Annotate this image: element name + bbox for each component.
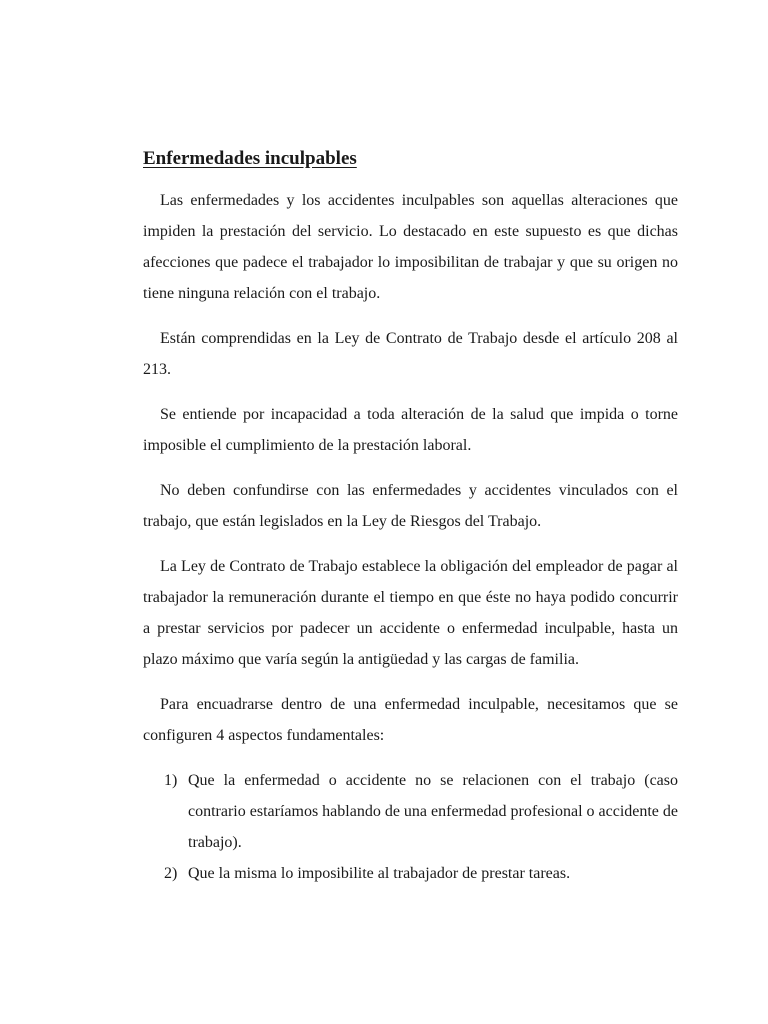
paragraph-requirements-intro: Para encuadrarse dentro de una enfermedad inculpable, necesitamos que se configuren 4 aspectos fundamentales: <box>143 696 678 744</box>
paragraph-distinction: No deben confundirse con las enfermedades y accidentes vinculados con el trabajo, que están legislados en la Ley de Riesgos del Trabajo. <box>143 482 678 530</box>
paragraph-definition: Las enfermedades y los accidentes inculpables son aquellas alteraciones que impiden la prestación del servicio. Lo destacado en este supuesto es que dichas afecciones que padece el trabajador lo imposibilitan de trabajar y que su origen no tiene ninguna relación con el trabajo. <box>143 192 678 302</box>
list-item-text: Que la misma lo imposibilite al trabajador de prestar tareas. <box>188 865 571 882</box>
paragraph-legal-basis: Están comprendidas en la Ley de Contrato de Trabajo desde el artículo 208 al 213. <box>143 330 678 378</box>
paragraph-incapacity: Se entiende por incapacidad a toda alteración de la salud que impida o torne imposible el cumplimiento de la prestación laboral. <box>143 406 678 454</box>
list-item <box>143 765 678 858</box>
document-page <box>143 146 678 889</box>
list-item-number: 2) <box>164 865 178 882</box>
list-item <box>143 858 678 889</box>
document-title: Enfermedades inculpables <box>143 148 357 169</box>
list-item-number: 1) <box>164 772 178 789</box>
requirements-list <box>143 765 678 889</box>
paragraph-employer-obligation: La Ley de Contrato de Trabajo establece la obligación del empleador de pagar al trabajador la remuneración durante el tiempo en que éste no haya podido concurrir a prestar servicios por padecer un accidente o enfermedad inculpable, hasta un plazo máximo que varía según la antigüedad y las cargas de familia. <box>143 558 678 668</box>
list-item-text: Que la enfermedad o accidente no se relacionen con el trabajo (caso contrario estaríamos hablando de una enfermedad profesional o accidente de trabajo). <box>188 772 679 851</box>
